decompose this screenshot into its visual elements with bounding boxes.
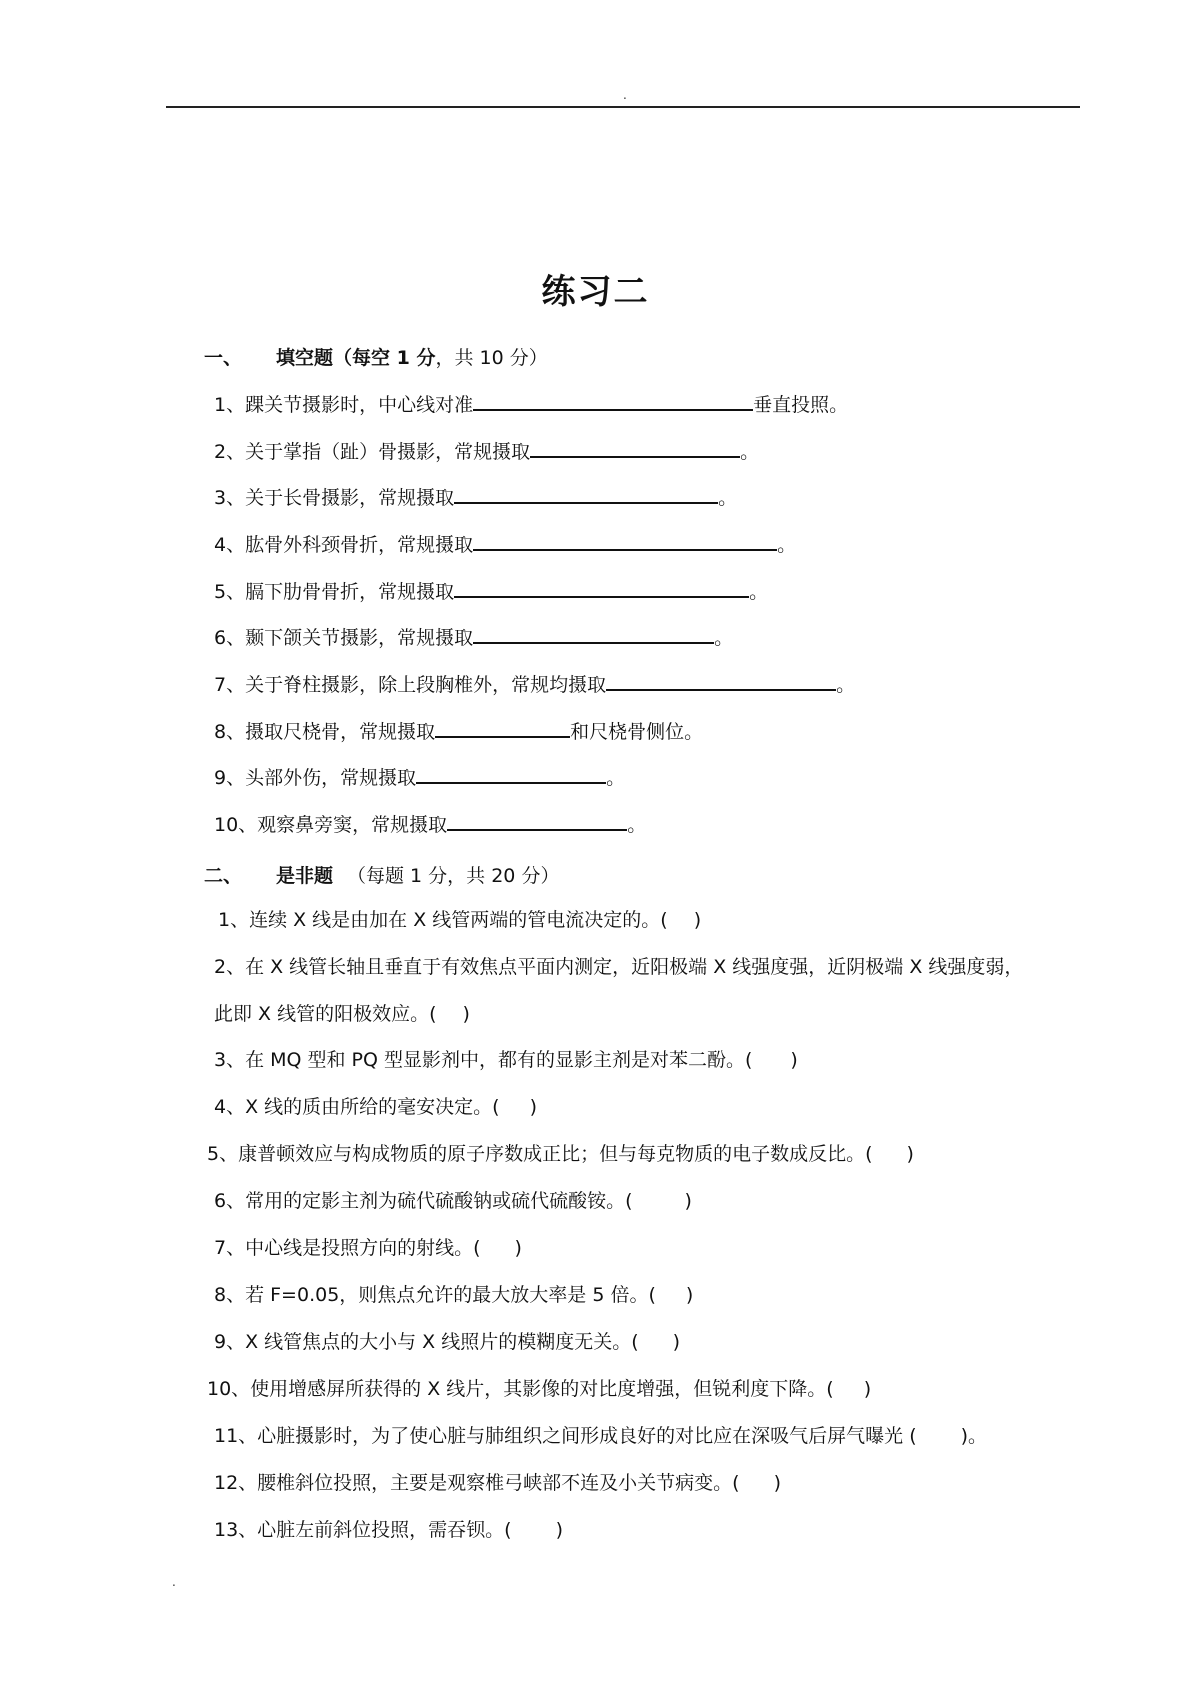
paren-close: ): [863, 1378, 872, 1400]
page-title: 练习二: [541, 272, 650, 312]
true-false-item: [207, 1376, 871, 1402]
question-text: 9、X 线管焦点的大小与 X 线照片的模糊度无关。(: [214, 1331, 639, 1353]
fill-in-item: [214, 436, 759, 465]
footer-dot: .: [172, 1575, 176, 1589]
section-title: 是非题: [276, 865, 334, 887]
question-suffix: 。: [718, 487, 738, 509]
answer-blank[interactable]: [473, 389, 753, 411]
true-false-item: [214, 1047, 798, 1073]
answer-blank[interactable]: [473, 622, 714, 644]
paren-close: ): [555, 1519, 564, 1541]
section-number: 一、: [204, 347, 243, 369]
question-text: 3、在 MQ 型和 PQ 型显影剂中，都有的显影主剂是对苯二酚。(: [214, 1049, 753, 1071]
paren-close: ): [773, 1472, 782, 1494]
answer-blank[interactable]: [454, 576, 749, 598]
paren-close: ): [514, 1237, 522, 1259]
question-text: 8、若 F=0.05，则焦点允许的最大放大率是 5 倍。(: [214, 1284, 656, 1306]
paren-close: ): [672, 1331, 681, 1353]
question-suffix: 垂直投照。: [753, 394, 849, 416]
question-suffix: 。: [714, 627, 734, 649]
section-note: ，共 10 分）: [435, 347, 548, 369]
question-text: 12、腰椎斜位投照，主要是观察椎弓峡部不连及小关节病变。(: [214, 1472, 740, 1494]
question-suffix: 。: [836, 674, 856, 696]
fill-in-item: [214, 576, 768, 605]
fill-in-item: [214, 762, 625, 791]
fill-in-item: [214, 622, 733, 651]
answer-blank[interactable]: [606, 669, 836, 691]
fill-in-item: [214, 389, 848, 418]
answer-blank[interactable]: [416, 762, 606, 784]
question-text: 9、头部外伤，常规摄取: [214, 767, 417, 789]
question-text: 8、摄取尺桡骨，常规摄取: [214, 721, 436, 743]
question-text: 2、在 X 线管长轴且垂直于有效焦点平面内测定，近阳极端 X 线强度强，近阴极端 X 线强度弱，: [214, 956, 1024, 978]
question-text: 1、踝关节摄影时，中心线对准: [214, 394, 474, 416]
question-text: 4、X 线的质由所给的毫安决定。(: [214, 1096, 500, 1118]
section-note: （每题 1 分，共 20 分）: [347, 865, 560, 887]
question-suffix: 。: [606, 767, 626, 789]
question-text: 7、中心线是投照方向的射线。(: [214, 1237, 481, 1259]
question-text: 3、关于长骨摄影，常规摄取: [214, 487, 455, 509]
true-false-item: [214, 954, 1023, 980]
paren-close: )。: [960, 1425, 988, 1447]
true-false-item: [214, 1470, 781, 1496]
question-text: 6、常用的定影主剂为硫代硫酸钠或硫代硫酸铵。(: [214, 1190, 633, 1212]
header-dot: .: [623, 88, 627, 102]
answer-blank[interactable]: [454, 482, 718, 504]
true-false-item: [218, 907, 701, 933]
true-false-item-continuation: [214, 1001, 470, 1027]
true-false-item: [214, 1235, 522, 1261]
fill-in-item: [214, 809, 646, 838]
section-number: 二、: [204, 865, 243, 887]
question-suffix: 和尺桡骨侧位。: [570, 721, 704, 743]
paren-close: ): [693, 909, 702, 931]
paren-close: ): [462, 1003, 470, 1025]
question-text: 11、心脏摄影时，为了使心脏与肺组织之间形成良好的对比应在深吸气后屏气曝光 (: [214, 1425, 917, 1447]
question-text: 6、颞下颌关节摄影，常规摄取: [214, 627, 474, 649]
paren-close: ): [906, 1143, 914, 1165]
paren-close: ): [529, 1096, 537, 1118]
answer-blank[interactable]: [435, 716, 570, 738]
paren-close: ): [684, 1190, 692, 1212]
section-fill-in-heading: [204, 343, 548, 370]
true-false-item: [214, 1423, 987, 1449]
question-text: 10、观察鼻旁窦，常规摄取: [214, 814, 448, 836]
fill-in-item: [214, 529, 796, 558]
answer-blank[interactable]: [530, 436, 740, 458]
question-suffix: 。: [777, 534, 797, 556]
question-suffix: 。: [740, 441, 760, 463]
fill-in-item: [214, 482, 737, 511]
section-true-false-heading: [204, 861, 559, 888]
question-text: 10、使用增感屏所获得的 X 线片，其影像的对比度增强，但锐利度下降。(: [207, 1378, 834, 1400]
question-text: 2、关于掌指（趾）骨摄影，常规摄取: [214, 441, 531, 463]
true-false-item: [207, 1141, 914, 1167]
fill-in-item: [214, 669, 855, 698]
answer-blank[interactable]: [473, 529, 777, 551]
paren-close: ): [790, 1049, 798, 1071]
question-text: 此即 X 线管的阳极效应。(: [214, 1003, 437, 1025]
question-text: 7、关于脊柱摄影，除上段胸椎外，常规均摄取: [214, 674, 607, 696]
fill-in-item: [214, 716, 703, 745]
question-suffix: 。: [749, 581, 769, 603]
question-text: 5、膈下肋骨骨折，常规摄取: [214, 581, 455, 603]
true-false-item: [214, 1329, 680, 1355]
true-false-item: [214, 1094, 537, 1120]
answer-blank[interactable]: [447, 809, 627, 831]
header-rule: [166, 106, 1080, 108]
question-text: 4、肱骨外科颈骨折，常规摄取: [214, 534, 474, 556]
question-text: 13、心脏左前斜位投照，需吞钡。(: [214, 1519, 512, 1541]
true-false-item: [214, 1517, 563, 1543]
question-suffix: 。: [627, 814, 647, 836]
question-text: 5、康普顿效应与构成物质的原子序数成正比；但与每克物质的电子数成反比。(: [207, 1143, 873, 1165]
true-false-item: [214, 1282, 693, 1308]
section-title: 填空题（每空 1 分: [276, 347, 436, 369]
true-false-item: [214, 1188, 692, 1214]
question-text: 1、连续 X 线是由加在 X 线管两端的管电流决定的。(: [218, 909, 668, 931]
paren-close: ): [685, 1284, 694, 1306]
